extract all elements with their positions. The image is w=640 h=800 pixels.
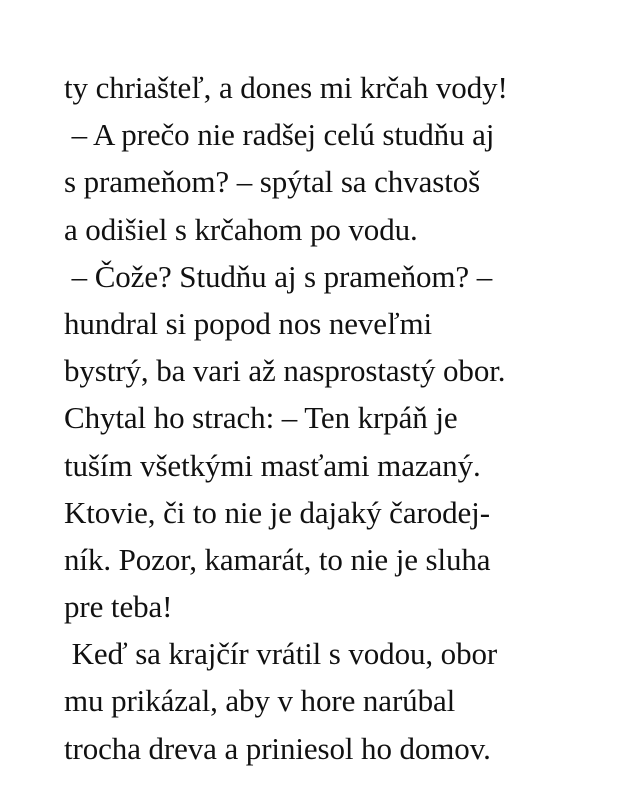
text-line: – Čože? Studňu aj s prameňom? –	[64, 258, 493, 294]
text-line: s prameňom? – spýtal sa chvastoš	[64, 164, 481, 200]
text-line: tuším všetkými masťami mazaný.	[64, 447, 481, 483]
text-line: Keď sa krajčír vrátil s vodou, obor	[64, 636, 498, 672]
text-line: – A prečo nie radšej celú studňu aj	[64, 117, 495, 153]
text-line: ník. Pozor, kamarát, to nie je sluha	[64, 541, 491, 577]
text-line: pre teba!	[64, 589, 173, 625]
text-line: trocha dreva a priniesol ho domov.	[64, 730, 491, 766]
text-line: Ktovie, či to nie je dajaký čarodej-	[64, 494, 490, 530]
text-line: Chytal ho strach: – Ten krpáň je	[64, 400, 458, 436]
text-line: bystrý, ba vari až nasprostastý obor.	[64, 353, 506, 389]
text-line: ty chriašteľ, a dones mi krčah vody!	[64, 70, 508, 105]
text-line: mu prikázal, aby v hore narúbal	[64, 683, 456, 719]
story-text	[64, 64, 584, 772]
text-line: hundral si popod nos neveľmi	[64, 305, 432, 341]
text-line: a odišiel s krčahom po vodu.	[64, 211, 418, 247]
